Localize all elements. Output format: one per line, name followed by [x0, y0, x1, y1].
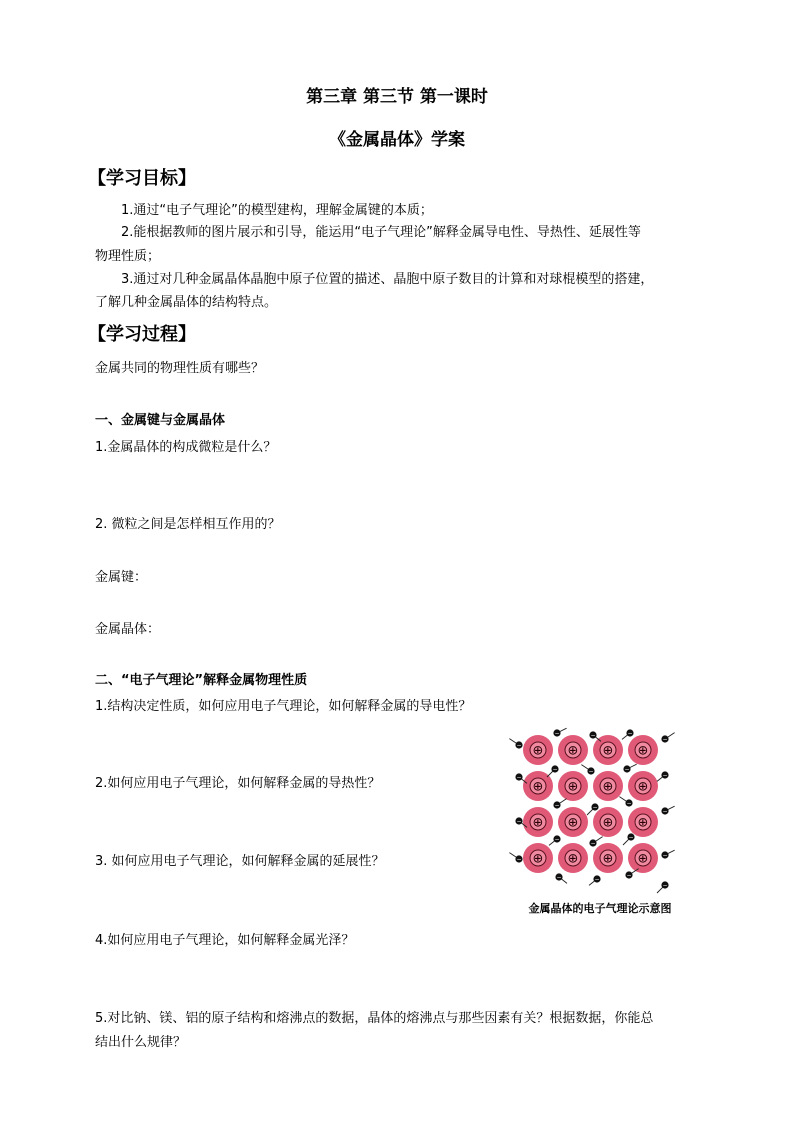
svg-text:−: − — [552, 766, 558, 774]
objectives-heading: 【学习目标】 — [88, 168, 196, 189]
section2-q5-line1: 5.对比钠、镁、铝的原子结构和熔沸点的数据，晶体的熔沸点与那些因素有关？根据数据，你能总 — [95, 1011, 654, 1026]
svg-text:⊕: ⊕ — [637, 851, 649, 867]
free-electron — [589, 731, 601, 741]
metal-ion — [558, 735, 588, 765]
section2-q3: 3. 如何应用电子气理论，如何解释金属的延展性？ — [95, 854, 385, 869]
objective-3-line2: 了解几种金属晶体的结构特点。 — [95, 295, 278, 310]
free-electron — [509, 853, 522, 864]
svg-text:−: − — [588, 768, 594, 776]
objective-1: 1.通过“电子气理论”的模型建构，理解金属键的本质； — [121, 203, 433, 218]
free-electron — [547, 765, 559, 777]
metal-ion — [558, 771, 588, 801]
free-electron — [555, 873, 567, 883]
svg-text:⊕: ⊕ — [532, 815, 544, 831]
metal-ion — [628, 843, 658, 873]
free-electron — [622, 729, 634, 739]
objective-2-line2: 物理性质； — [95, 249, 161, 264]
section2-q1: 1.结构决定性质，如何应用电子气理论，如何解释金属的导电性？ — [95, 699, 472, 714]
svg-text:−: − — [556, 874, 562, 882]
free-electron — [509, 739, 522, 750]
metal-ion — [628, 735, 658, 765]
svg-text:⊕: ⊕ — [637, 815, 649, 831]
svg-text:⊕: ⊕ — [602, 743, 614, 759]
objective-3-line1: 3.通过对几种金属晶体晶胞中原子位置的描述、晶胞中原子数目的计算和对球棍模型的搭建， — [121, 272, 654, 287]
free-electron — [553, 799, 566, 810]
svg-text:⊕: ⊕ — [602, 779, 614, 795]
free-electron — [661, 850, 674, 859]
section1-q1: 1.金属晶体的构成微粒是什么？ — [95, 440, 277, 455]
svg-text:−: − — [590, 840, 596, 848]
svg-text:−: − — [554, 730, 560, 738]
svg-text:⊕: ⊕ — [637, 779, 649, 795]
metal-ion — [628, 807, 658, 837]
svg-text:−: − — [662, 808, 668, 816]
svg-text:−: − — [626, 872, 632, 880]
free-electron — [581, 765, 594, 776]
svg-text:−: − — [627, 730, 633, 738]
svg-text:−: − — [516, 774, 522, 782]
doc-title: 《金属晶体》学案 — [329, 130, 465, 150]
svg-text:⊕: ⊕ — [567, 743, 579, 759]
svg-text:−: − — [516, 856, 522, 864]
svg-text:−: − — [590, 732, 596, 740]
svg-text:⊕: ⊕ — [567, 779, 579, 795]
section2-q5-line2: 结出什么规律？ — [95, 1035, 187, 1050]
free-electron — [549, 835, 561, 845]
svg-text:−: − — [554, 802, 560, 810]
section1-title: 一、金属键与金属晶体 — [95, 413, 226, 428]
metal-ion — [523, 843, 553, 873]
svg-text:−: − — [554, 836, 560, 844]
free-electron — [661, 733, 674, 744]
section1-q2: 2. 微粒之间是怎样相互作用的？ — [95, 517, 281, 532]
figure-caption: 金属晶体的电子气理论示意图 — [528, 902, 672, 915]
svg-text:⊕: ⊕ — [602, 851, 614, 867]
electron-gas-diagram — [505, 725, 695, 895]
metal-ion — [523, 807, 553, 837]
svg-text:−: − — [662, 882, 668, 890]
section2-title: 二、“电子气理论”解释金属物理性质 — [95, 673, 308, 688]
svg-text:⊕: ⊕ — [532, 851, 544, 867]
section2-q2: 2.如何应用电子气理论，如何解释金属的导热性？ — [95, 776, 381, 791]
intro-question: 金属共同的物理性质有哪些？ — [95, 361, 265, 376]
svg-text:−: − — [626, 800, 632, 808]
svg-text:−: − — [516, 818, 522, 826]
free-electron — [589, 875, 601, 885]
svg-text:⊕: ⊕ — [637, 743, 649, 759]
process-heading: 【学习过程】 — [88, 324, 196, 345]
metallic-crystal-label: 金属晶体： — [95, 622, 161, 637]
svg-text:−: − — [662, 772, 668, 780]
svg-text:⊕: ⊕ — [602, 815, 614, 831]
free-electron — [625, 869, 638, 880]
svg-text:−: − — [662, 736, 668, 744]
free-electron — [619, 797, 632, 808]
free-electron — [623, 764, 636, 773]
metal-ion — [523, 735, 553, 765]
svg-text:−: − — [592, 804, 598, 812]
free-electron — [657, 771, 669, 781]
objective-2-line1: 2.能根据教师的图片展示和引导，能运用“电子气理论”解释金属导电性、导热性、延展性等 — [121, 225, 641, 240]
svg-text:⊕: ⊕ — [532, 743, 544, 759]
metal-ion — [558, 843, 588, 873]
svg-text:−: − — [628, 834, 634, 842]
chapter-title: 第三章 第三节 第一课时 — [306, 87, 488, 107]
svg-text:⊕: ⊕ — [567, 851, 579, 867]
metal-ion — [592, 804, 623, 837]
svg-text:⊕: ⊕ — [532, 779, 544, 795]
svg-text:−: − — [594, 876, 600, 884]
svg-text:−: − — [516, 742, 522, 750]
free-electron — [661, 806, 674, 815]
svg-text:−: − — [662, 852, 668, 860]
metal-ion — [628, 771, 658, 801]
section2-q4: 4.如何应用电子气理论，如何解释金属光泽？ — [95, 933, 355, 948]
metal-ion — [593, 843, 623, 873]
svg-text:⊕: ⊕ — [567, 815, 579, 831]
metallic-bond-label: 金属键： — [95, 570, 148, 585]
free-electron — [553, 728, 566, 737]
metal-ion — [593, 771, 623, 801]
metal-ion — [593, 735, 623, 765]
free-electron — [657, 881, 669, 893]
metal-ion — [558, 807, 588, 837]
free-electron — [623, 833, 635, 845]
svg-text:−: − — [624, 766, 630, 774]
